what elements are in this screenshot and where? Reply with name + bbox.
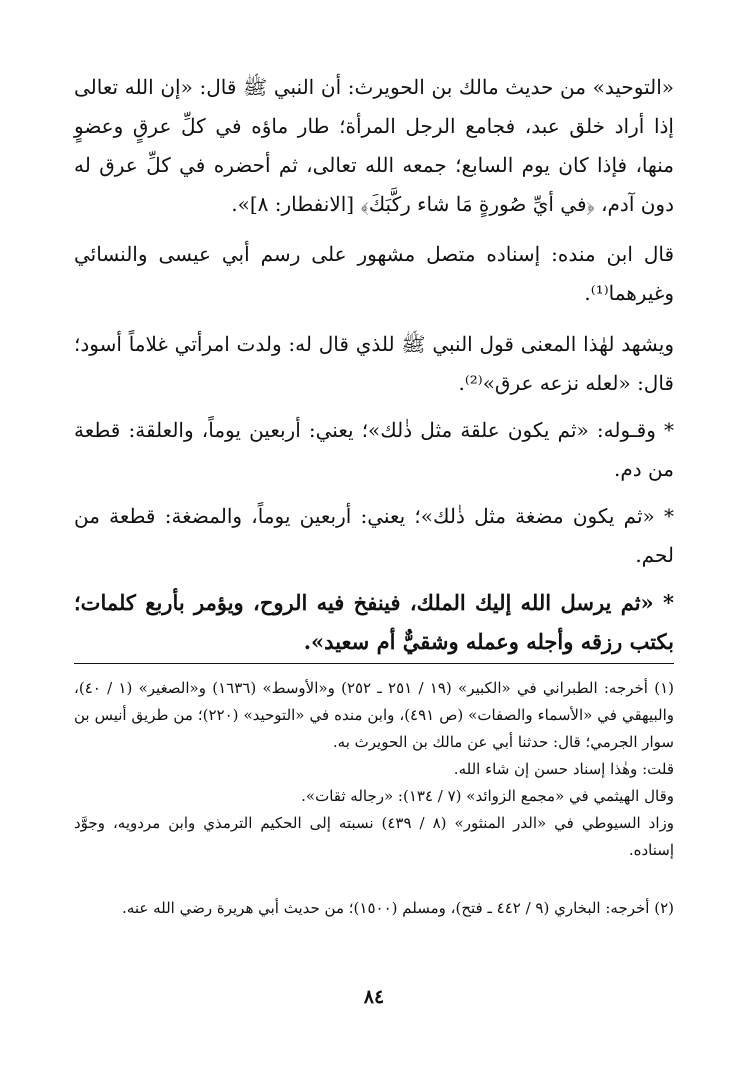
paragraph-angel: * «ثم يرسل الله إليك الملك، فينفخ فيه الروح، ويؤمر بأربع كلمات؛ بكتب رزقه وأجله وعمله وشقيٌّ أم سعيد». [74,590,674,654]
footnote-1-haythami: وقال الهيثمي في «مجمع الزوائد» (٧ / ١٣٤): «رجاله ثقات». [301,787,674,805]
paragraph-mudgha: * «ثم يكون مضغة مثل ذٰلك»؛ يعني: أربعين يوماً، والمضغة: قطعة من لحم. [74,504,674,567]
footnote-1: (١) أخرجه: الطبراني في «الكبير» (١٩ / ٢٥١ ـ ٢٥٢) و«الأوسط» (١٦٣٦) و«الصغير» (١ / ٤٠)، والبيهقي في «الأسماء والصفات» (ص ٤٩١)، وابن منده في «التوحيد» (٢٢٠)؛ من طريق أنيس بن سوار الجرمي؛ قال: حدثنا أبي عن مالك بن الحويرث به. [74,679,674,751]
page-number: ٨٤ [363,986,385,1008]
footnote-2: (٢) أخرجه: البخاري (٩ / ٤٤٢ ـ فتح)، ومسلم (١٥٠٠)؛ من حديث أبي هريرة رضي الله عنه. [122,899,674,917]
footnote-separator [74,663,674,664]
paragraph-witness: ويشهد لهٰذا المعنى قول النبي ﷺ للذي قال له: ولدت امرأتي غلاماً أسود؛ قال: «لعله نزعه عرق»⁽²⁾. [74,332,674,395]
footnote-1-suyuti: وزاد السيوطي في «الدر المنثور» (٨ / ٤٣٩) نسبته إلى الحكيم الترمذي وابن مردويه، وجوَّد إسناده. [74,814,675,859]
paragraph-alaqa: * وقـوله: «ثم يكون علقة مثل ذٰلك»؛ يعني: أربعين يوماً، والعلقة: قطعة من دم. [74,418,674,481]
footnote-1-comment: قلت: وهٰذا إسناد حسن إن شاء الله. [453,760,674,778]
paragraph-hadith-malik: «التوحيد» من حديث مالك بن الحويرث: أن النبي ﷺ قال: «إن الله تعالى إذا أراد خلق عبد، فجامع الرجل المرأة؛ طار ماؤه في كلِّ عرقٍ وعضوٍ منها، فإذا كان يوم السابع؛ جمعه الله تعالى، ثم أحضره في كلِّ عرق له دون آدم، ﴿في أيِّ صُورةٍ مَا شاء ركَّبَكَ﴾ [الانفطار: ٨]». [74,75,674,216]
paragraph-ibn-mandah: قال ابن منده: إسناده متصل مشهور على رسم أبي عيسى والنسائي وغيرهما⁽¹⁾. [74,242,674,305]
